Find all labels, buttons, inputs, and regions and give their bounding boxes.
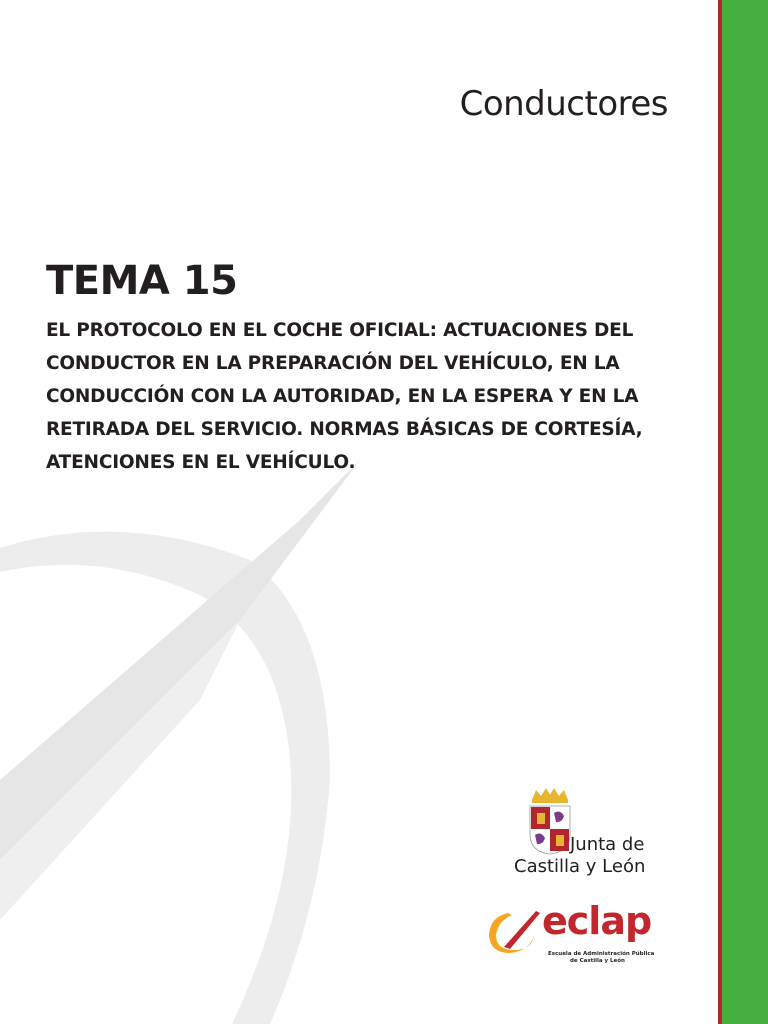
green-edge-stripe	[722, 0, 768, 1024]
tema-description: EL PROTOCOLO EN EL COCHE OFICIAL: ACTUACIONES DEL CONDUCTOR EN LA PREPARACIÓN DEL VEHÍCULO, EN LA CONDUCCIÓN CON LA AUTORIDAD, EN LA ESPERA Y EN LA RETIRADA DEL SERVICIO. NORMAS BÁSICAS DE CORTESÍA, ATENCIONES EN EL VEHÍCULO.	[46, 320, 643, 473]
eclap-logo	[486, 899, 676, 977]
eclap-swoosh-icon	[486, 907, 540, 957]
junta-castilla-leon-logo	[514, 786, 674, 882]
tema-heading: TEMA 15	[46, 258, 238, 304]
jcyl-name-line2: Castilla y León	[514, 856, 646, 877]
eclap-subtitle-line2: de Castilla y León	[570, 958, 625, 964]
coat-of-arms-icon	[526, 786, 574, 856]
jcyl-name-line1: Junta de	[570, 834, 645, 855]
eclap-wordmark: eclap	[542, 899, 652, 943]
eclap-subtitle-line1: Escuela de Administración Pública	[548, 951, 655, 957]
section-title: Conductores	[459, 84, 668, 124]
